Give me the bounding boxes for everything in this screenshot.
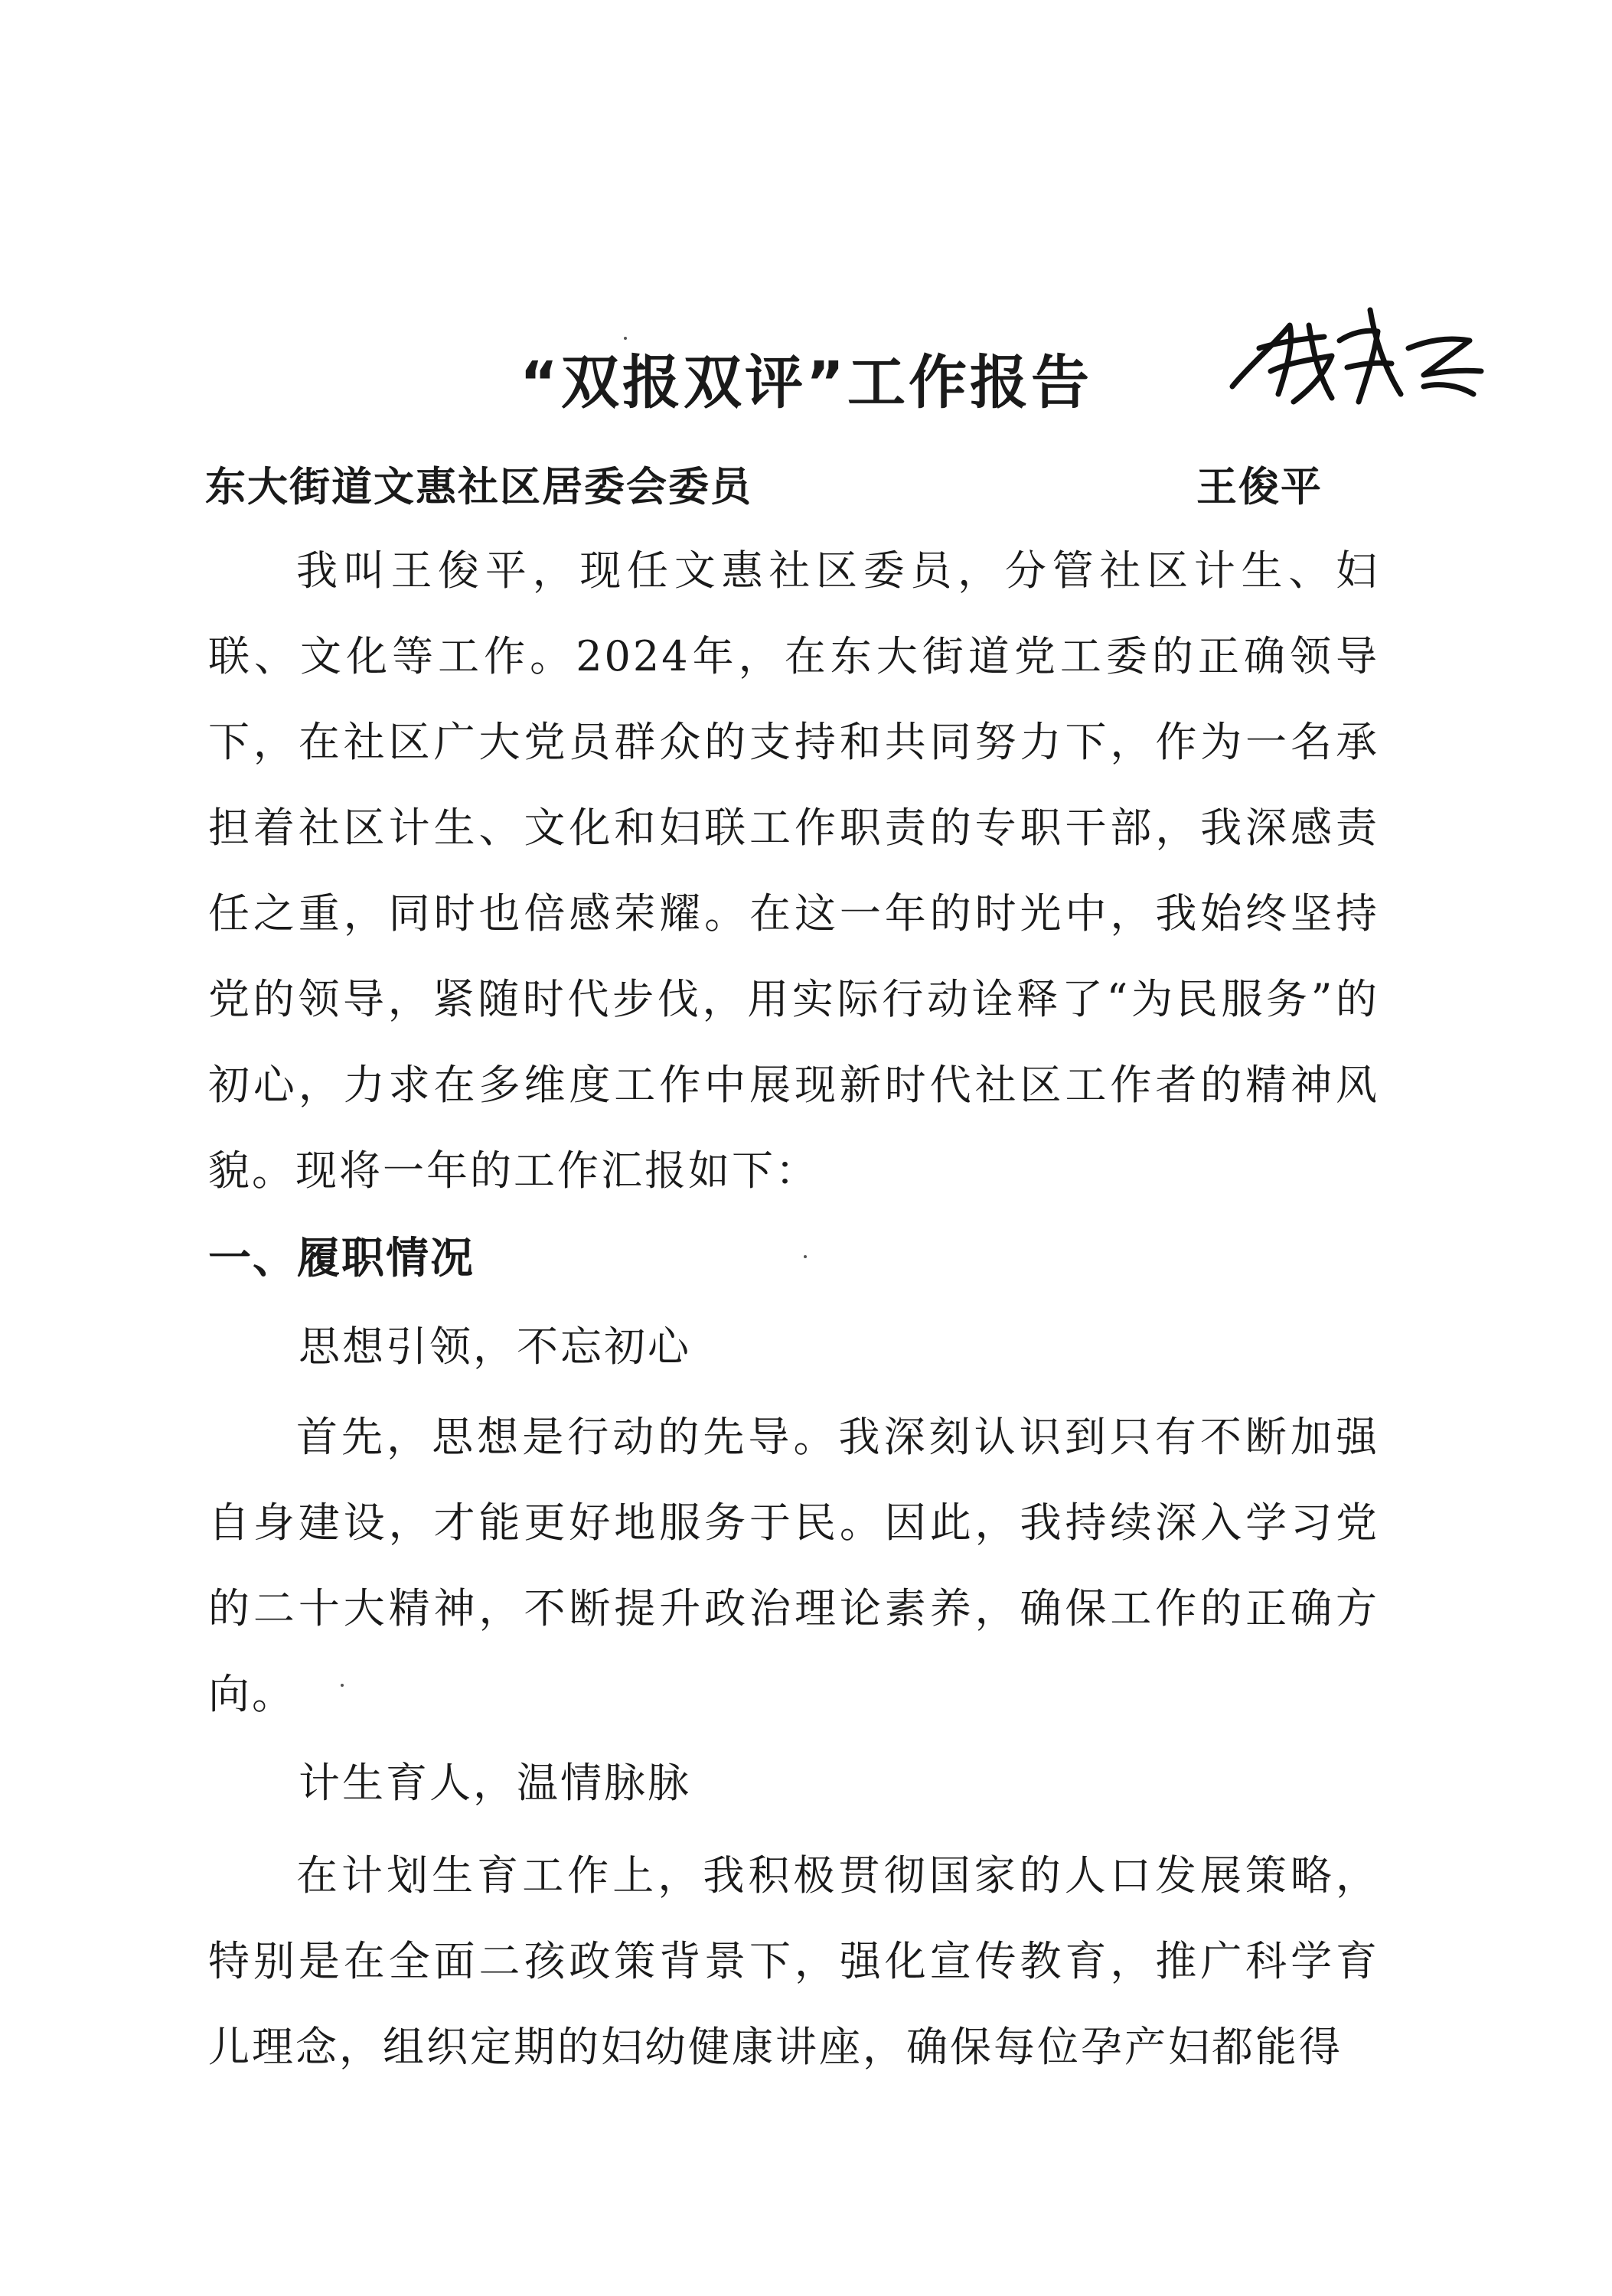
author-organization: 东大街道文惠社区居委会委员 bbox=[205, 464, 752, 510]
section-heading: 一、履职情况 bbox=[208, 1234, 475, 1283]
body-paragraph: 在计划生育工作上，我积极贯彻国家的人口发展策略，特别是在全面二孩政策背景下，强化宣传教育，推广科学育儿理念，组织定期的妇幼健康讲座，确保每位孕产妇都能得 bbox=[208, 1851, 1379, 2071]
sub-heading: 计生育人，温情脉脉 bbox=[299, 1759, 691, 1807]
document-title: “双报双评”工作报告 bbox=[520, 348, 1092, 416]
scan-speck bbox=[624, 337, 627, 340]
scan-speck bbox=[341, 1684, 344, 1687]
author-name: 王俊平 bbox=[1196, 464, 1323, 510]
intro-paragraph: 我叫王俊平，现任文惠社区委员，分管社区计生、妇联、文化等工作。2024年，在东大街道党工委的正确领导下，在社区广大党员群众的支持和共同努力下，作为一名承担着社区计生、文化和妇联工作职责的专职干部，我深感责任之重，同时也倍感荣耀。在这一年的时光中，我始终坚持党的领导，紧随时代步伐，用实际行动诠释了“为民服务”的初心，力求在多维度工作中展现新时代社区工作者的精神风貌。现将一年的工作汇报如下： bbox=[208, 546, 1379, 1195]
scan-speck bbox=[804, 1255, 807, 1258]
body-paragraph: 首先，思想是行动的先导。我深刻认识到只有不断加强自身建设，才能更好地服务于民。因此，我持续深入学习党的二十大精神，不断提升政治理论素养，确保工作的正确方向。 bbox=[208, 1413, 1379, 1718]
sub-heading: 思想引领，不忘初心 bbox=[299, 1322, 691, 1371]
